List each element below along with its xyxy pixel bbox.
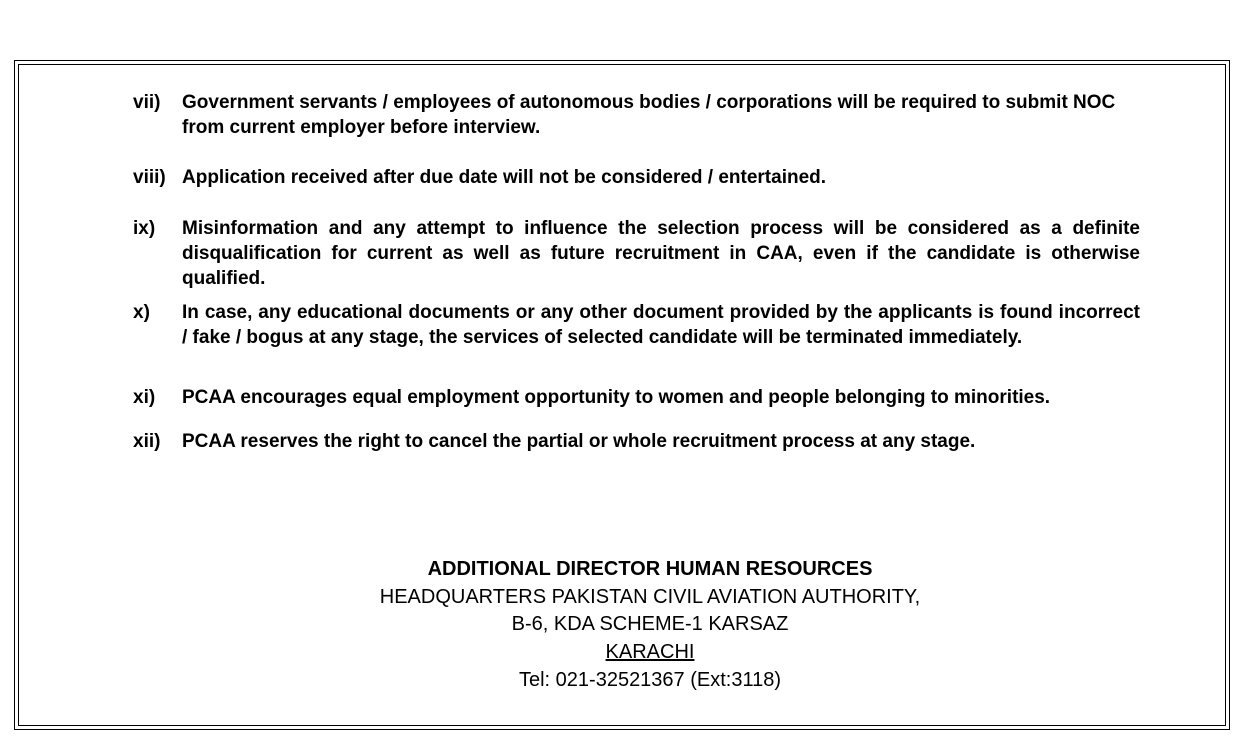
item-text: PCAA reserves the right to cancel the partial or whole recruitment process at any stage. bbox=[182, 431, 976, 452]
item-text: In case, any educational documents or any other document provided by the applicants is found incorrect / fake / bogus at any stage, the services of selected candidate will be terminated immediately. bbox=[182, 302, 1140, 348]
signatory-title: ADDITIONAL DIRECTOR HUMAN RESOURCES bbox=[427, 558, 873, 580]
telephone: Tel: 021-32521367 (Ext:3118) bbox=[518, 669, 782, 691]
item-text: Government servants / employees of autonomous bodies / corporations will be required to submit NOC from current employer before interview. bbox=[182, 92, 1116, 138]
item-text: Application received after due date will not be considered / entertained. bbox=[182, 167, 827, 188]
address-line-1: HEADQUARTERS PAKISTAN CIVIL AVIATION AUTHORITY, bbox=[379, 586, 921, 608]
address-line-2: B-6, KDA SCHEME-1 KARSAZ bbox=[511, 613, 789, 635]
city-name: KARACHI bbox=[605, 641, 695, 663]
item-number: xi) bbox=[133, 387, 156, 408]
item-text: PCAA encourages equal employment opportunity to women and people belonging to minorities. bbox=[182, 387, 1051, 408]
item-text: Misinformation and any attempt to influence the selection process will be considered as a definite disqualification for current as well as future recruitment in CAA, even if the candidate is otherwise qualified. bbox=[182, 218, 1140, 289]
item-number: ix) bbox=[133, 218, 156, 239]
item-number: x) bbox=[133, 302, 150, 323]
item-number: vii) bbox=[133, 92, 161, 113]
item-number: xii) bbox=[133, 431, 161, 452]
address-city bbox=[300, 638, 1000, 666]
item-number: viii) bbox=[133, 167, 166, 188]
